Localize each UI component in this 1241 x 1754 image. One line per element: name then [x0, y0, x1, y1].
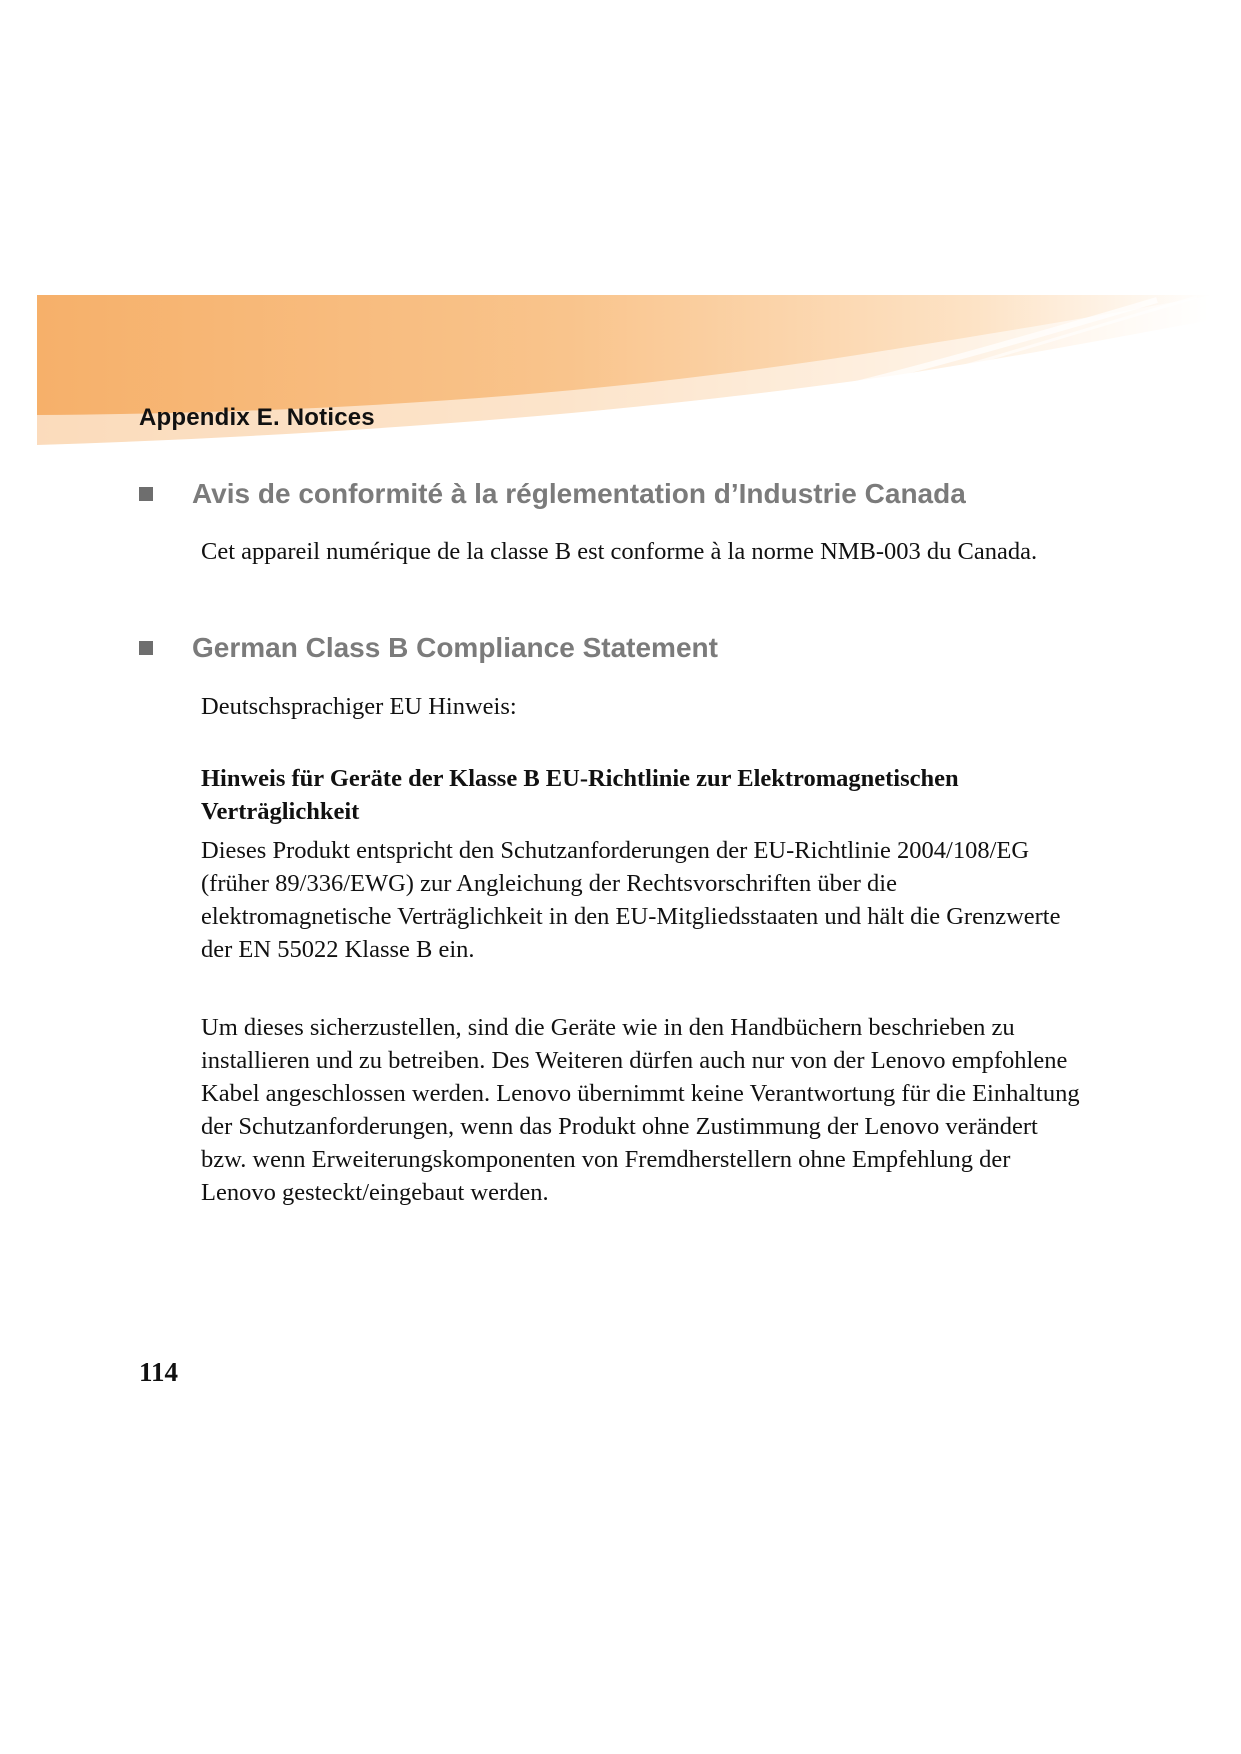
chapter-title: Appendix E. Notices	[139, 404, 375, 431]
section-heading-text: German Class B Compliance Statement	[192, 632, 718, 663]
square-bullet-icon	[139, 641, 153, 655]
section-heading-text: Avis de conformité à la réglementation d’Industrie Canada	[192, 478, 966, 509]
section-heading-canada	[139, 478, 966, 510]
german-subheading: Hinweis für Geräte der Klasse B EU-Richtlinie zur Elektromagnetischen Verträglichkeit	[201, 765, 959, 825]
canada-compliance-paragraph: Cet appareil numérique de la classe B est conforme à la norme NMB-003 du Canada.	[201, 538, 1038, 565]
german-intro-paragraph: Deutschsprachiger EU Hinweis:	[201, 693, 517, 720]
page-number: 114	[139, 1357, 179, 1387]
german-directive-paragraph: Dieses Produkt entspricht den Schutzanforderungen der EU-Richtlinie 2004/108/EG (früher 89/336/EWG) zur Angleichung der Rechtsvorschriften über die elektromagnetische Verträglichkeit in den EU-Mitgliedsstaaten und hält die Grenzwerte der EN 55022 Klasse B ein.	[201, 837, 1061, 963]
german-installation-paragraph: Um dieses sicherzustellen, sind die Geräte wie in den Handbüchern beschrieben zu installieren und zu betreiben. Des Weiteren dürfen auch nur von der Lenovo empfohlene Kabel angeschlossen werden. Lenovo übernimmt keine Verantwortung für die Einhaltung der Schutzanforderungen, wenn das Produkt ohne Zustimmung der Lenovo verändert bzw. wenn Erweiterungskomponenten von Fremdherstellern ohne Empfehlung der Lenovo gesteckt/eingebaut werden.	[201, 1014, 1080, 1206]
section-heading-german	[139, 632, 718, 664]
square-bullet-icon	[139, 487, 153, 501]
